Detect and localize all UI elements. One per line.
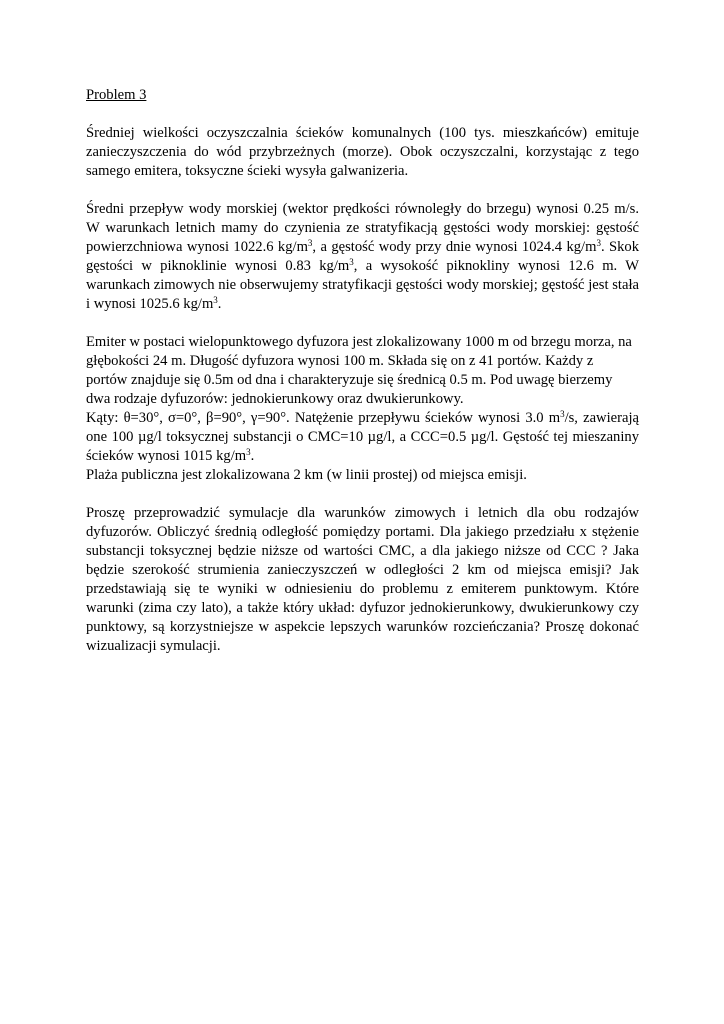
superscript: 3 [307,238,313,248]
emitter-line: Emiter w postaci wielopunktowego dyfuzora jest zlokalizowany 1000 m od brzegu morza, na [86,334,632,350]
paragraph-sea-conditions [86,200,639,314]
superscript: 3 [560,409,565,419]
paragraph-intro: Średniej wielkości oczyszczalnia ścieków komunalnych (100 tys. mieszkańców) emituje zanieczyszczenia do wód przybrzeżnych (morze). Obok oczyszczalni, korzystając z tego samego emitera, toksyczne ścieki wysyła galwanizeria. [86,125,639,179]
angles-text-b: /s, zawierają one 100 µg/l toksycznej substancji o CMC=10 µg/l, a CCC=0.5 µg/l. Gęstość tej mieszaniny ścieków wynosi 1015 kg/m [86,410,639,464]
sea-text-d: , a wysokość piknokliny wynosi 12.6 m. W warunkach zimowych nie obserwujemy stratyfikacji gęstości wody morskiej; gęstość jest stała i wynosi 1025.6 kg/m [86,258,639,312]
sea-text-a: Średni przepływ wody morskiej (wektor prędkości równoległy do brzegu) wynosi 0.25 m/s. W warunkach letnich mamy do czynienia ze stratyfikacją gęstości wody morskiej: gęstość powierzchniowa wynosi 1022.6 kg/m [86,201,639,255]
angles-text [86,409,639,466]
superscript: 3 [349,257,354,267]
angles-text-c: . [250,448,255,464]
sea-text-e: . [217,296,222,312]
document-page [86,86,639,675]
superscript: 3 [213,295,218,305]
emitter-line: dwa rodzaje dyfuzorów: jednokierunkowy oraz dwukierunkowy. [86,391,464,407]
superscript: 3 [596,238,601,248]
emitter-line: portów znajduje się 0.5m od dna i charakteryzuje się średnicą 0.5 m. Pod uwagę bierzemy [86,372,613,388]
page-title: Problem 3 [86,87,147,103]
sea-text-b: , a gęstość wody przy dnie wynosi 1024.4 kg/m [312,239,597,255]
beach-line: Plaża publiczna jest zlokalizowana 2 km (w linii prostej) od miejsca emisji. [86,467,527,483]
paragraph-emitter [86,333,639,485]
paragraph-task: Proszę przeprowadzić symulacje dla warunków zimowych i letnich dla obu rodzajów dyfuzorów. Obliczyć średnią odległość pomiędzy portami. Dla jakiego przedziału x stężenie substancji toksycznej będzie niższe od wartości CMC, a dla jakiego niższe od CCC ? Jaka będzie szerokość strumienia zanieczyszczeń w odległości 2 km od miejsca emisji? Jak przedstawiają się te wyniki w odniesieniu do problemu z emiterem punktowym. Które warunki (zima czy lato), a także który układ: dyfuzor jednokierunkowy, dwukierunkowy czy punktowy, są korzystniejsze w aspekcie lepszych warunków rozcieńczania? Proszę dokonać wizualizacji symulacji. [86,505,639,654]
emitter-line: głębokości 24 m. Długość dyfuzora wynosi 100 m. Składa się on z 41 portów. Każdy z [86,353,594,369]
angles-text-a: Kąty: θ=30°, σ=0°, β=90°, γ=90°. Natężenie przepływu ścieków wynosi 3.0 m [86,410,561,426]
sea-text-c: . Skok gęstości w piknoklinie wynosi 0.83 kg/m [86,239,640,274]
superscript: 3 [246,447,251,457]
